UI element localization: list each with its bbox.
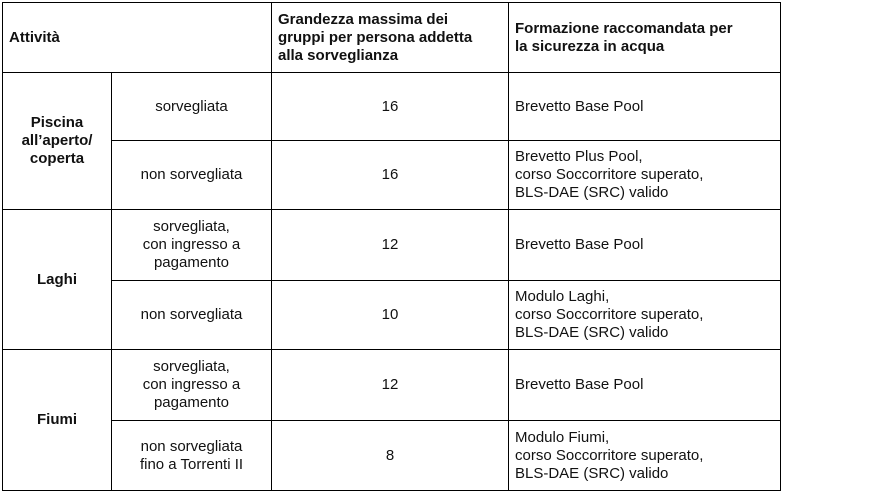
header-group-size: Grandezza massima dei gruppi per persona addetta alla sorveglianza [272,3,509,73]
training-cell: Modulo Fiumi, corso Soccorritore superato, BLS-DAE (SRC) valido [509,421,781,491]
condition-cell: non sorvegliata [112,141,272,210]
group-size-cell: 16 [272,73,509,141]
table-row [3,350,781,421]
table-row [3,210,781,281]
condition-cell: sorvegliata, con ingresso a pagamento [112,350,272,421]
activity-rivers: Fiumi [3,350,112,491]
supervision-table [2,2,781,491]
group-size-cell: 10 [272,281,509,350]
training-cell: Brevetto Plus Pool, corso Soccorritore superato, BLS-DAE (SRC) valido [509,141,781,210]
table-row [3,141,781,210]
table-header [3,3,781,73]
table-body [3,73,781,491]
table-row [3,421,781,491]
activity-lakes: Laghi [3,210,112,350]
header-activity: Attività [3,3,272,73]
training-cell: Brevetto Base Pool [509,73,781,141]
group-size-cell: 8 [272,421,509,491]
training-cell: Brevetto Base Pool [509,350,781,421]
group-size-cell: 16 [272,141,509,210]
condition-cell: non sorvegliata [112,281,272,350]
condition-cell: sorvegliata [112,73,272,141]
table-row [3,281,781,350]
condition-cell: sorvegliata, con ingresso a pagamento [112,210,272,281]
activity-pool: Piscina all’aperto/ coperta [3,73,112,210]
header-row [3,3,781,73]
training-cell: Modulo Laghi, corso Soccorritore superato, BLS-DAE (SRC) valido [509,281,781,350]
group-size-cell: 12 [272,210,509,281]
header-training: Formazione raccomandata per la sicurezza in acqua [509,3,781,73]
group-size-cell: 12 [272,350,509,421]
training-cell: Brevetto Base Pool [509,210,781,281]
condition-cell: non sorvegliata fino a Torrenti II [112,421,272,491]
table-row [3,73,781,141]
